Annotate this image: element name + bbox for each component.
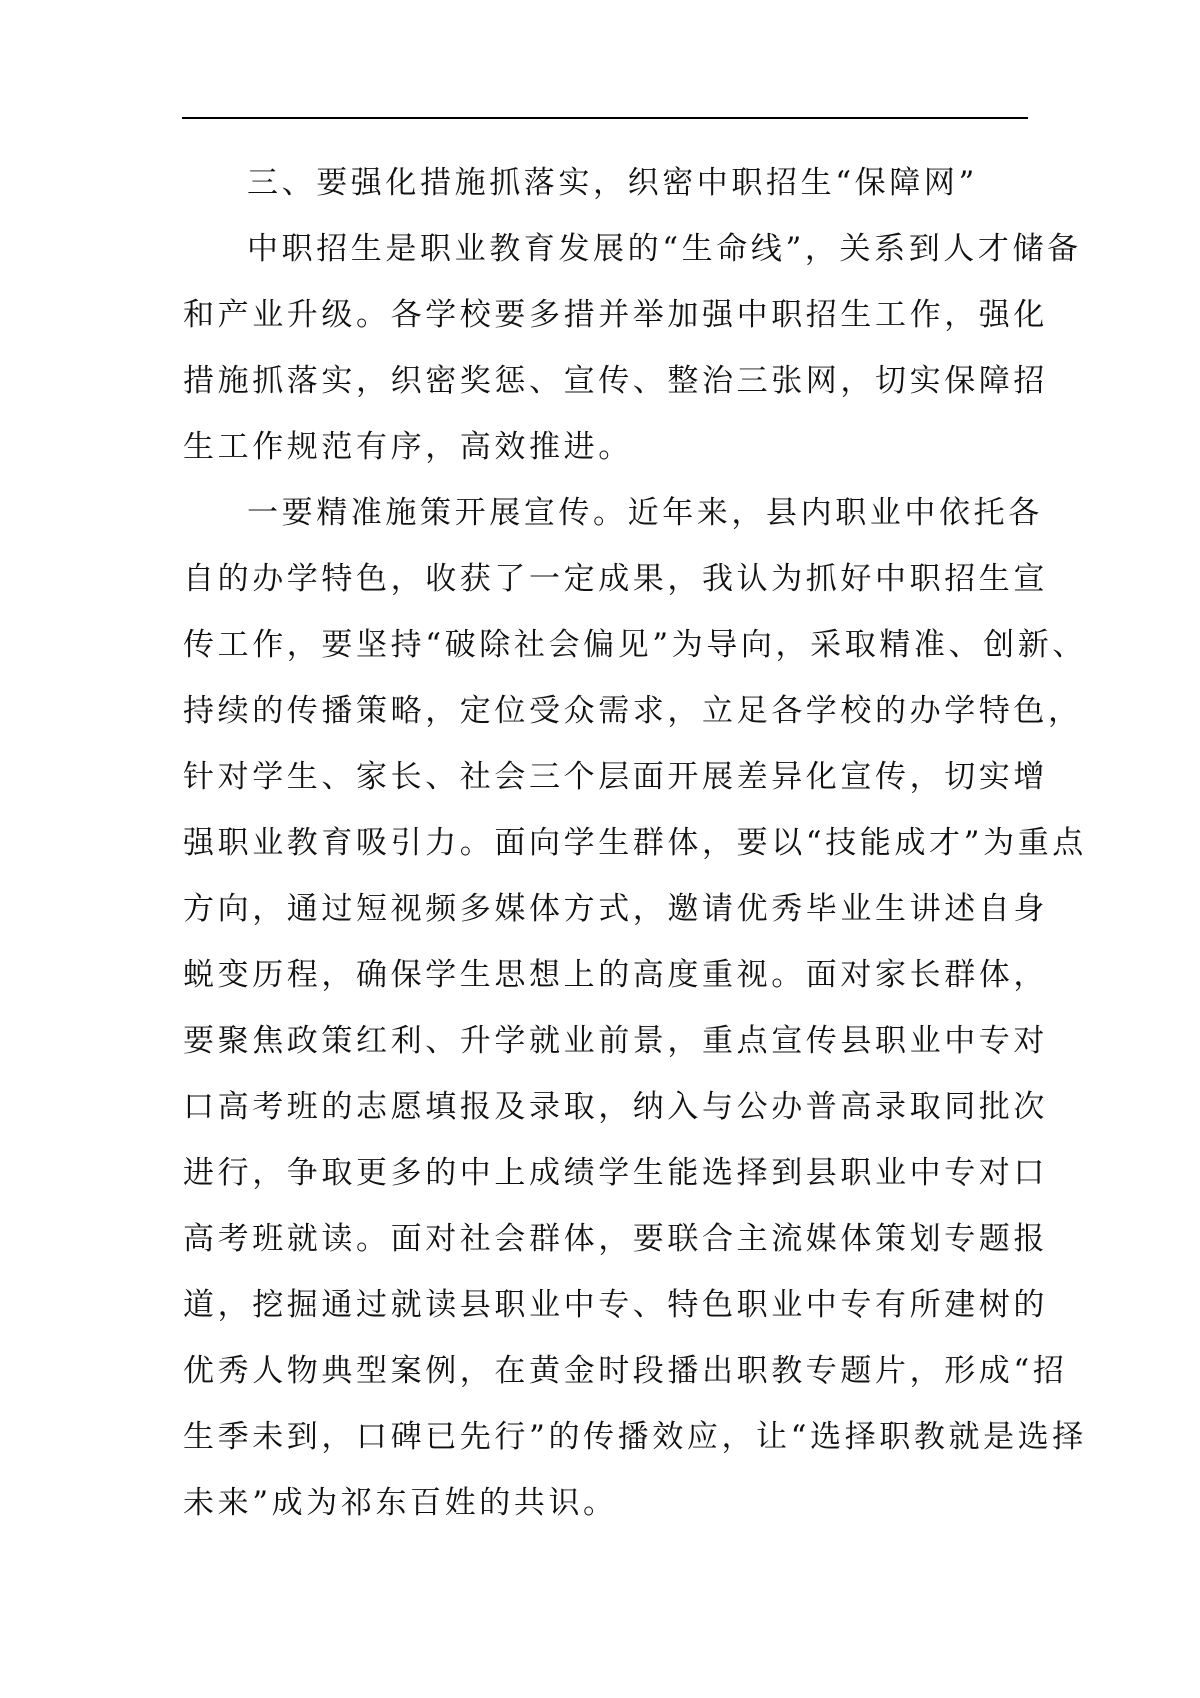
paragraph-line: 和产业升级。各学校要多措并举加强中职招生工作，强化 — [183, 297, 1048, 333]
paragraph-line: 针对学生、家长、社会三个层面开展差异化宣传，切实增 — [183, 759, 1048, 795]
paragraph-line: 中职招生是职业教育发展的“生命线”，关系到人才储备 — [247, 231, 1082, 267]
paragraph-line: 蜕变历程，确保学生思想上的高度重视。面对家长群体， — [183, 957, 1048, 993]
paragraph-line: 要聚焦政策红利、升学就业前景，重点宣传县职业中专对 — [183, 1023, 1048, 1059]
paragraph-line: 生季未到，口碑已先行”的传播效应，让“选择职教就是选择 — [183, 1419, 1087, 1455]
paragraph-line: 高考班就读。面对社会群体，要联合主流媒体策划专题报 — [183, 1221, 1048, 1257]
header-rule — [182, 117, 1028, 119]
paragraph-line: 未来”成为祁东百姓的共识。 — [183, 1485, 618, 1521]
paragraph-line: 优秀人物典型案例，在黄金时段播出职教专题片，形成“招 — [183, 1353, 1068, 1389]
paragraph-line: 强职业教育吸引力。面向学生群体，要以“技能成才”为重点 — [183, 825, 1087, 861]
paragraph-line: 方向，通过短视频多媒体方式，邀请优秀毕业生讲述自身 — [183, 891, 1048, 927]
document-body — [183, 150, 1087, 1536]
paragraph-line: 一要精准施策开展宣传。近年来，县内职业中依托各 — [247, 495, 1043, 531]
paragraph-2 — [183, 480, 1087, 1536]
paragraph-line: 传工作，要坚持“破除社会偏见”为导向，采取精准、创新、 — [183, 627, 1087, 663]
paragraph-line: 措施抓落实，织密奖惩、宣传、整治三张网，切实保障招 — [183, 363, 1048, 399]
section-heading: 三、要强化措施抓落实，织密中职招生“保障网” — [247, 165, 978, 201]
paragraph-line: 持续的传播策略，定位受众需求，立足各学校的办学特色， — [183, 693, 1083, 729]
paragraph-line: 生工作规范有序，高效推进。 — [183, 429, 633, 465]
paragraph-line: 道，挖掘通过就读县职业中专、特色职业中专有所建树的 — [183, 1287, 1048, 1323]
paragraph-line: 自的办学特色，收获了一定成果，我认为抓好中职招生宣 — [183, 561, 1048, 597]
paragraph-line: 进行，争取更多的中上成绩学生能选择到县职业中专对口 — [183, 1155, 1048, 1191]
paragraph-1 — [183, 216, 1082, 480]
paragraph-line: 口高考班的志愿填报及录取，纳入与公办普高录取同批次 — [183, 1089, 1048, 1125]
